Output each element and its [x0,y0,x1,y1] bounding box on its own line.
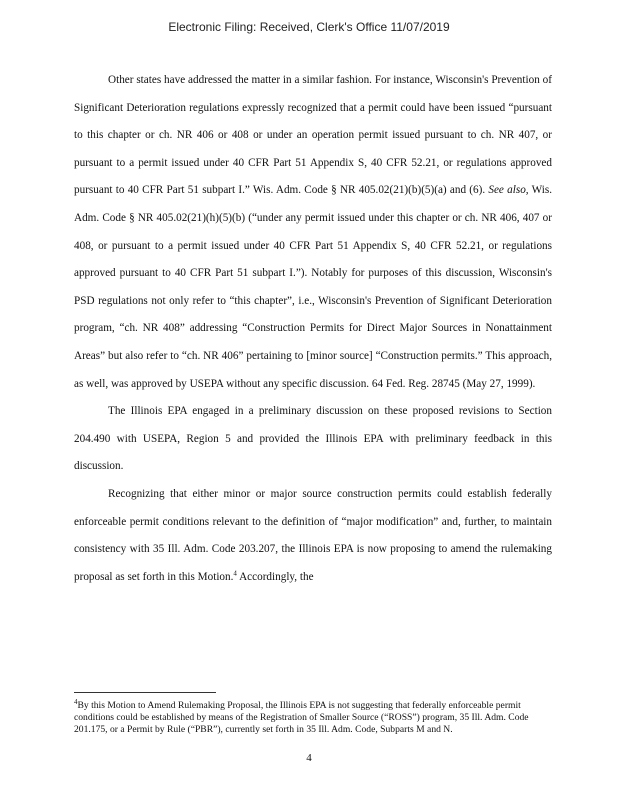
footnote [74,697,552,737]
page-number: 4 [306,752,312,764]
see-also-signal: See also, [488,184,529,197]
document-body [74,67,552,591]
paragraph-3-text: Recognizing that either minor or major source construction permits could establish federally enforceable permit conditions relevant to the definition of “major modification” and, further, to maintain consistency with 35 Ill. Adm. Code 203.207, the Illinois EPA is now proposing to amend the rulemaking proposal as set forth in this Motion. [74,487,552,583]
footnote-divider [74,692,216,693]
footnote-reference: 4 [233,568,237,577]
paragraph-1-text-continued: Wis. Adm. Code § NR 405.02(21)(h)(5)(b) (“under any permit issued under this chapter or ch. NR 406, 407 or 408, or pursuant to a permit issued under 40 CFR Part 51 Appendix S, 40 CFR 52.21, or regulations approved pursuant to 40 CFR Part 51 subpart I.”). Notably for purposes of this discussion, Wisconsin's PSD regulations not only refer to “this chapter”, i.e., Wisconsin's Prevention of Significant Deterioration program, “ch. NR 408” addressing “Construction Permits for Direct Major Sources in Nonattainment Areas” but also refer to “ch. NR 406” pertaining to [minor source] “Construction permits.” This approach, as well, was approved by USEPA without any specific discussion. 64 Fed. Reg. 28745 (May 27, 1999). [74,184,552,390]
footnote-text: By this Motion to Amend Rulemaking Proposal, the Illinois EPA is not suggesting that federally enforceable permit conditions could be established by means of the Registration of Smaller Source (“ROSS”) program, 35 Ill. Adm. Code 201.175, or a Permit by Rule (“PBR”), currently set forth in 35 Ill. Adm. Code, Subparts M and N. [74,700,529,736]
paragraph-proposal [74,481,552,591]
filing-header: Electronic Filing: Received, Clerk's Office 11/07/2019 [168,20,450,34]
paragraph-1-text: Other states have addressed the matter in a similar fashion. For instance, Wisconsin's Prevention of Significant Deterioration regulations expressly recognized that a permit could have been issued “pursuant to this chapter or ch. NR 406 or 408 or under an operation permit issued pursuant to ch. NR 407, or pursuant to a permit issued under 40 CFR Part 51 Appendix S, 40 CFR 52.21, or regulations approved pursuant to 40 CFR Part 51 subpart I.” Wis. Adm. Code § NR 405.02(21)(b)(5)(a) and (6). [74,74,552,197]
paragraph-wisconsin [74,67,552,398]
footnote-marker: 4 [74,697,78,706]
paragraph-3-tail: Accordingly, the [236,570,314,583]
paragraph-usepa-discussion: The Illinois EPA engaged in a preliminary discussion on these proposed revisions to Section 204.490 with USEPA, Region 5 and provided the Illinois EPA with preliminary feedback in this discussion. [74,405,552,473]
